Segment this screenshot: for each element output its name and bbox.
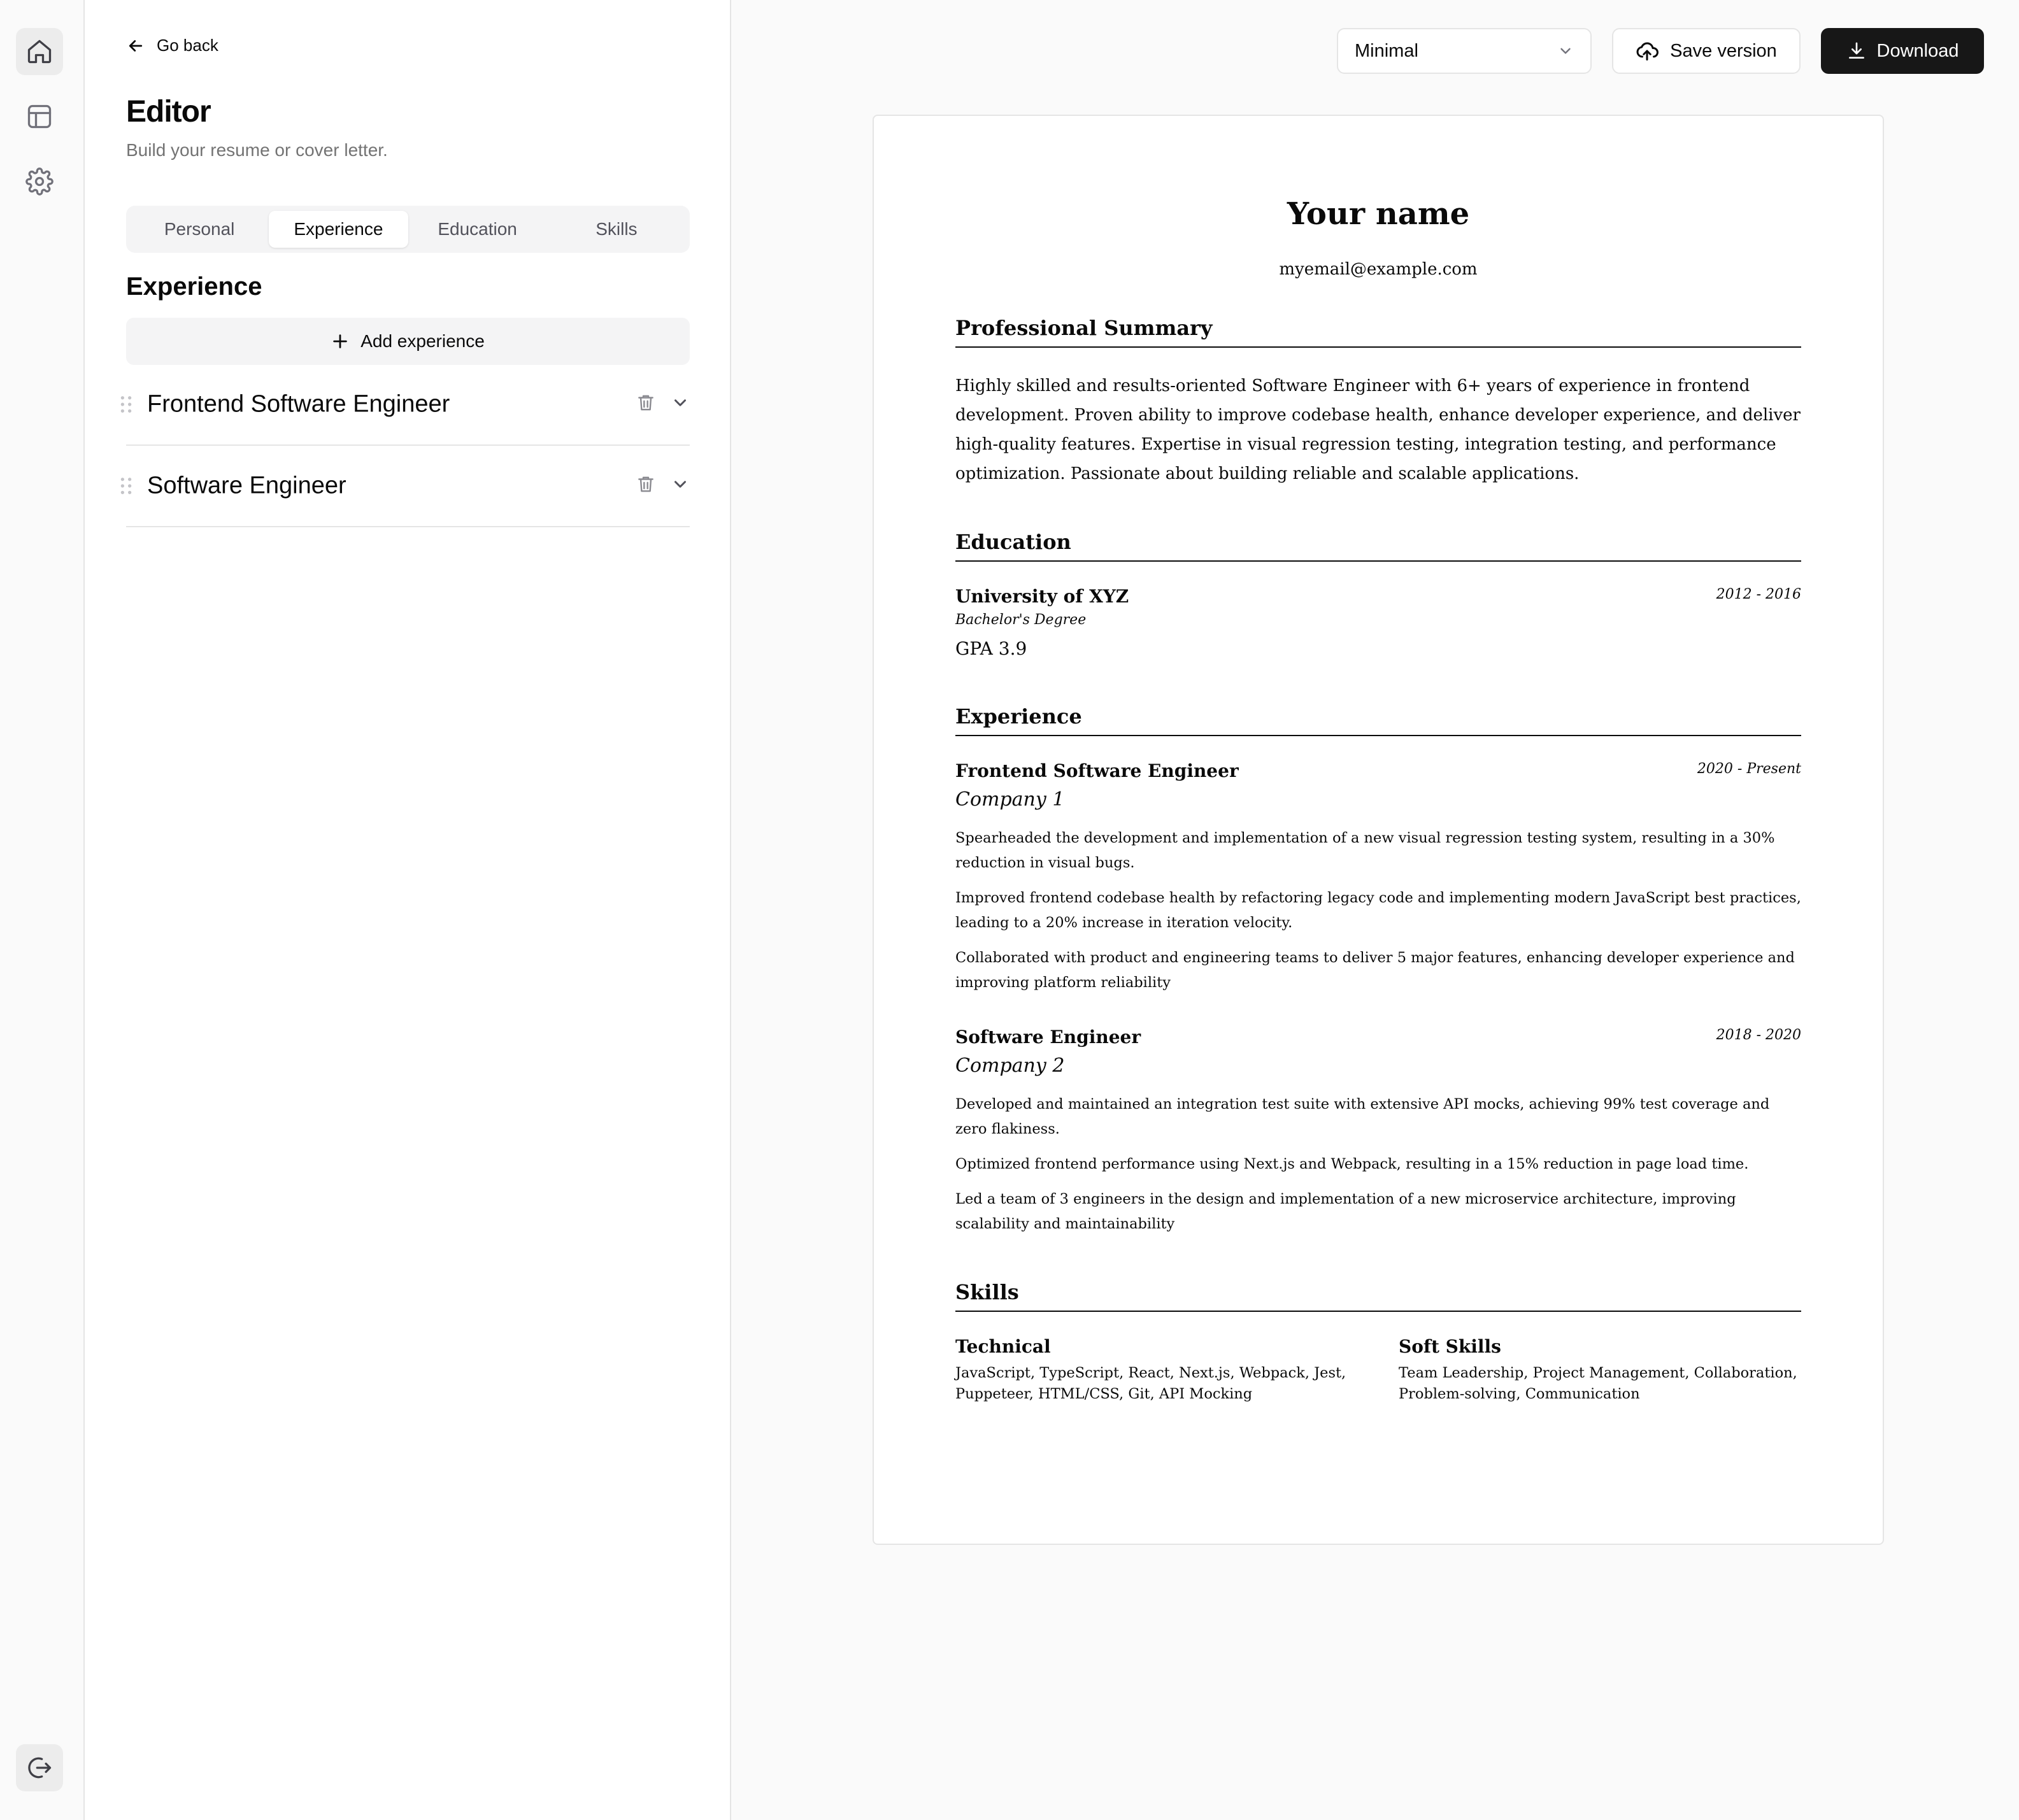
job-bullet: Optimized frontend performance using Next.js and Webpack, resulting in a 15% reduction in page load time.	[955, 1156, 1749, 1172]
tab-education[interactable]: Education	[438, 219, 517, 239]
experience-item[interactable]	[126, 364, 690, 446]
skills-group-title: Technical	[955, 1336, 1051, 1357]
add-experience-button[interactable]	[126, 318, 690, 365]
layout-icon	[25, 103, 54, 131]
job-bullet: Collaborated with product and engineering teams to deliver 5 major features, enhancing developer experience and improving platform reliability	[955, 949, 1795, 991]
experience-item[interactable]	[126, 446, 690, 527]
skills-group-title: Soft Skills	[1399, 1336, 1501, 1357]
job-title: Software Engineer	[955, 1027, 1141, 1048]
tab-experience[interactable]: Experience	[269, 211, 408, 248]
app-rail	[0, 0, 85, 1820]
trash-icon[interactable]	[636, 474, 656, 498]
education-gpa: GPA 3.9	[955, 638, 1027, 659]
job-bullet: Improved frontend codebase health by refactoring legacy code and implementing modern JavaScript best practices, leading to a 20% increase in iteration velocity.	[955, 890, 1801, 931]
chevron-down-icon	[1557, 43, 1574, 59]
tab-skills[interactable]: Skills	[596, 219, 638, 239]
home-button[interactable]	[16, 28, 63, 75]
tab-personal[interactable]: Personal	[164, 219, 235, 239]
editor-panel	[85, 0, 731, 1820]
experience-item-title: Frontend Software Engineer	[147, 390, 450, 418]
section-heading: Experience	[126, 273, 262, 301]
job-dates: 2018 - 2020	[1716, 1027, 1801, 1043]
template-select[interactable]	[1337, 28, 1592, 74]
go-back-label: Go back	[157, 36, 218, 55]
job-company: Company 2	[955, 1055, 1065, 1077]
logout-button[interactable]	[16, 1744, 63, 1791]
go-back-link[interactable]	[126, 36, 218, 55]
experience-item-title: Software Engineer	[147, 472, 346, 499]
education-dates: 2012 - 2016	[1716, 587, 1801, 602]
drag-handle-icon[interactable]	[118, 476, 134, 495]
job-dates: 2020 - Present	[1697, 761, 1801, 777]
download-button[interactable]	[1821, 28, 1984, 74]
summary-heading: Professional Summary	[955, 316, 1801, 348]
education-school: University of XYZ	[955, 586, 1129, 607]
cloud-upload-icon	[1636, 39, 1659, 62]
job-company: Company 1	[955, 788, 1065, 811]
save-version-button[interactable]	[1612, 28, 1801, 74]
chevron-down-icon[interactable]	[671, 394, 690, 416]
trash-icon[interactable]	[636, 393, 656, 416]
page-subtitle: Build your resume or cover letter.	[126, 140, 388, 160]
template-select-value: Minimal	[1355, 40, 1418, 61]
skills-group-text: JavaScript, TypeScript, React, Next.js, Webpack, Jest, Puppeteer, HTML/CSS, Git, API Mocking	[955, 1365, 1346, 1402]
settings-button[interactable]	[16, 158, 63, 205]
home-icon	[25, 38, 54, 66]
education-degree: Bachelor's Degree	[955, 612, 1087, 628]
drag-handle-icon[interactable]	[118, 395, 134, 414]
resume-name: Your name	[1287, 196, 1470, 232]
job-bullet: Led a team of 3 engineers in the design and implementation of a new microservice architecture, improving scalability and maintainability	[955, 1191, 1736, 1232]
section-tabs	[126, 206, 690, 253]
job-bullet: Developed and maintained an integration test suite with extensive API mocks, achieving 99% test coverage and zero flakiness.	[955, 1096, 1770, 1137]
summary-text: Highly skilled and results-oriented Software Engineer with 6+ years of experience in frontend development. Proven ability to improve codebase health, enhance developer experience, and deliver high-quality features. Expertise in visual regression testing, integration testing, and performance optimization. Passionate about building reliable and scalable applications.	[955, 376, 1801, 483]
arrow-left-icon	[126, 36, 145, 55]
skills-group-text: Team Leadership, Project Management, Collaboration, Problem-solving, Communication	[1399, 1365, 1797, 1402]
experience-heading: Experience	[955, 704, 1801, 736]
gear-icon	[25, 167, 54, 196]
page-title: Editor	[126, 95, 211, 129]
skills-heading: Skills	[955, 1280, 1801, 1312]
plus-icon	[331, 332, 349, 350]
chevron-down-icon[interactable]	[671, 475, 690, 497]
save-version-label: Save version	[1670, 40, 1777, 61]
job-bullet: Spearheaded the development and implementation of a new visual regression testing system, resulting in a 30% reduction in visual bugs.	[955, 830, 1775, 871]
education-heading: Education	[955, 530, 1801, 562]
job-title: Frontend Software Engineer	[955, 760, 1239, 781]
logout-icon	[25, 1754, 54, 1782]
add-experience-label: Add experience	[360, 331, 485, 351]
templates-button[interactable]	[16, 93, 63, 140]
download-icon	[1846, 41, 1867, 61]
resume-email: myemail@example.com	[1279, 260, 1478, 279]
download-label: Download	[1876, 40, 1959, 61]
